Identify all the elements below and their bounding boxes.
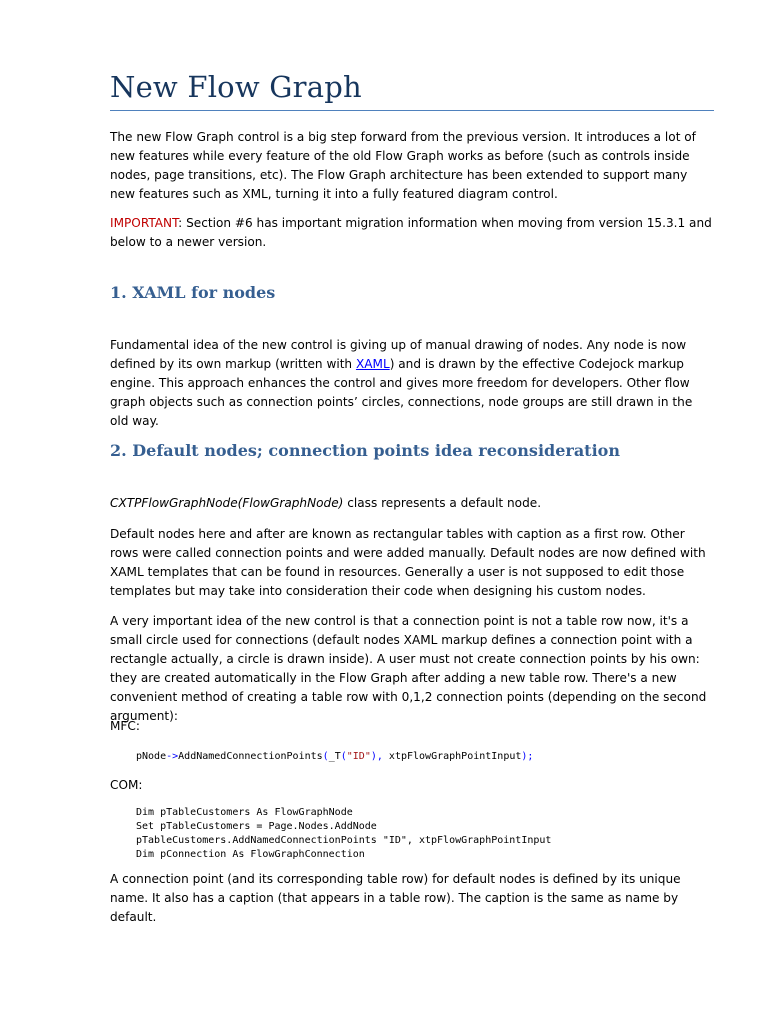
code-token: );	[521, 751, 534, 762]
class-description	[110, 494, 714, 513]
default-nodes-paragraph: Default nodes here and after are known as rectangular tables with caption as a first row. Other rows were called connection points and were added manually. Default nodes are now defined with XAML templates that can be found in resources. Generally a user is not supposed to edit those templates but may take into consideration their code when designing his custom nodes.	[110, 527, 706, 598]
section-2-heading: 2. Default nodes; connection points idea reconsideration	[110, 441, 620, 460]
code-token: xtpFlowGraphPointInput	[382, 751, 522, 762]
section-1-text-end: ) and is drawn by the effective Codejock markup engine. This approach enhances the control and gives more freedom for developers. Other flow graph objects such as connection points’ circles, connections, node groups are still drawn in the old way.	[110, 357, 693, 428]
code-token: pNode	[136, 751, 167, 762]
section-1-paragraph	[110, 336, 714, 431]
mfc-label: MFC:	[110, 719, 140, 733]
title-underline	[110, 110, 714, 111]
connection-point-paragraph: A very important idea of the new control is that a connection point is not a table row now, it's a small circle used for connections (default nodes XAML markup defines a connection point with a rectangle actually, a circle is drawn inside). A user must not create connection points by his own: they are created automatically in the Flow Graph after adding a new table row. There's a new convenient method of creating a table row with 0,1,2 connection points (depending on the second argument):	[110, 614, 707, 723]
class-name: CXTPFlowGraphNode(FlowGraphNode)	[110, 496, 344, 510]
mfc-code-block	[136, 750, 533, 764]
code-token: (	[322, 751, 329, 762]
code-token: "ID"	[346, 751, 371, 762]
document-title: New Flow Graph	[110, 70, 362, 104]
com-label: COM:	[110, 778, 143, 792]
code-token: _T	[328, 751, 341, 762]
important-text: : Section #6 has important migration information when moving from version 15.3.1 and below to a newer version.	[110, 216, 712, 249]
class-description-text: class represents a default node.	[343, 496, 542, 510]
code-token: (	[340, 751, 347, 762]
code-line: pTableCustomers.AddNamedConnectionPoints "ID", xtpFlowGraphPointInput	[136, 835, 552, 846]
xaml-link[interactable]: XAML	[355, 357, 390, 371]
code-line: Set pTableCustomers = Page.Nodes.AddNode	[136, 821, 377, 832]
code-line: Dim pConnection As FlowGraphConnection	[136, 849, 365, 860]
connection-point-name-paragraph: A connection point (and its corresponding table row) for default nodes is defined by its unique name. It also has a caption (that appears in a table row). The caption is the same as name by default.	[110, 872, 681, 924]
important-label: IMPORTANT	[110, 216, 179, 230]
com-code-block	[136, 806, 551, 862]
section-1-text-start: Fundamental idea of the new control is giving up of manual drawing of nodes. Any node is now defined by its own markup (written with	[110, 338, 687, 371]
code-token: ),	[370, 751, 383, 762]
code-line: Dim pTableCustomers As FlowGraphNode	[136, 807, 353, 818]
code-token: ->	[166, 751, 179, 762]
code-token: AddNamedConnectionPoints	[178, 751, 323, 762]
section-1-heading: 1. XAML for nodes	[110, 283, 276, 302]
intro-paragraph: The new Flow Graph control is a big step forward from the previous version. It introduces a lot of new features while every feature of the old Flow Graph works as before (such as controls inside nodes, page transitions, etc). The Flow Graph architecture has been extended to support many new features such as XML, turning it into a fully featured diagram control.	[110, 130, 696, 201]
important-note	[110, 214, 714, 252]
